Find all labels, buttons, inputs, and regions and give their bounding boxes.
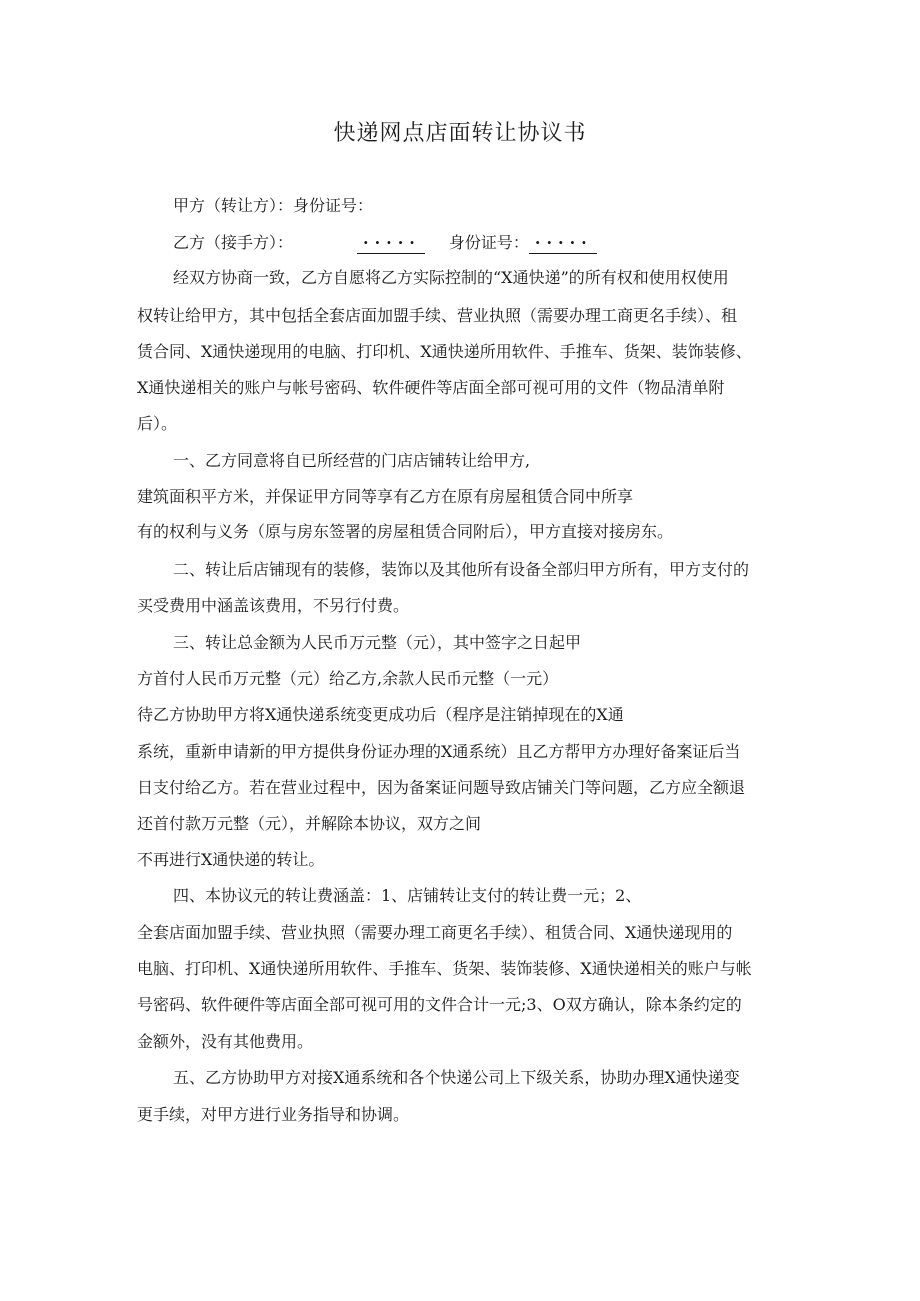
clause2-line-1: 二、转让后店铺现有的装修，装饰以及其他所有设备全部归甲方所有，甲方支付的 [173,560,750,579]
intro-line-4: X通快递相关的账户与帐号密码、软件硬件等店面全部可视可用的文件（物品清单附 [137,378,725,397]
clause3-line-3: 待乙方协助甲方将X通快递系统变更成功后（程序是注销掉现在的X通 [137,705,624,724]
clause3-line-5: 日支付给乙方。若在营业过程中，因为备案证问题导致店铺关门等问题，乙方应全额退 [137,778,746,797]
clause4-line-4: 号密码、软件硬件等店面全部可视可用的文件合计一元;3、O双方确认，除本条约定的 [137,995,742,1014]
clause3-line-6: 还首付款万元整（元），并解除本协议，双方之间 [137,814,482,833]
clause2-line-2: 买受费用中涵盖该费用，不另行付费。 [137,596,410,615]
intro-line-1: 经双方协商一致，乙方自愿将乙方实际控制的“X通快递”的所有权和使用权使用 [173,268,729,287]
clause4-line-3: 电脑、打印机、X通快递所用软件、手推车、货架、装饰装修、X通快递相关的账户与帐 [137,959,752,978]
clause3-line-2: 方首付人民币万元整（元）给乙方,余款人民币元整（一元） [137,669,559,688]
party-b-label: 乙方（接手方）： [173,233,294,252]
clause1-line-1: 一、乙方同意将自已所经营的门店店铺转让给甲方, [173,451,531,470]
clause4-line-5: 金额外，没有其他费用。 [137,1032,314,1051]
clause3-line-7: 不再进行X通快递的转让。 [137,850,325,869]
clause1-line-2: 建筑面积平方米，并保证甲方同等享有乙方在原有房屋租赁合同中所享 [137,487,634,506]
party-b-id-label: 身份证号： [448,233,529,252]
clause5-line-1: 五、乙方协助甲方对接X通系统和各个快递公司上下级关系，协助办理X通快递变 [173,1068,740,1087]
party-b-id-mask: ····· [529,233,597,254]
party-b-line [173,233,597,254]
clause4-line-2: 全套店面加盟手续、营业执照（需要办理工商更名手续）、租赁合同、X通快递现用的 [137,923,733,942]
intro-line-3: 赁合同、X通快递现用的电脑、打印机、X通快递所用软件、手推车、货架、装饰装修、 [137,342,752,361]
intro-line-5: 后）。 [137,414,178,433]
clause5-line-2: 更手续，对甲方进行业务指导和协调。 [137,1105,410,1124]
clause3-line-4: 系统，重新申请新的甲方提供身份证办理的X通系统）且乙方帮甲方办理好备案证后当 [137,742,741,761]
clause4-line-1: 四、本协议元的转让费涵盖：1、店铺转让支付的转让费一元；2、 [173,886,642,905]
intro-line-2: 权转让给甲方，其中包括全套店面加盟手续、营业执照（需要办理工商更名手续）、租 [137,306,738,325]
clause1-line-3: 有的权利与义务（原与房东签署的房屋租赁合同附后），甲方直接对接房东。 [137,522,674,541]
clause3-line-1: 三、转让总金额为人民币万元整（元），其中签字之日起甲 [173,633,582,652]
document-title: 快递网点店面转让协议书 [333,121,587,146]
party-b-name-mask: ····· [357,233,425,254]
party-a-line: 甲方（转让方）：身份证号： [173,196,374,215]
